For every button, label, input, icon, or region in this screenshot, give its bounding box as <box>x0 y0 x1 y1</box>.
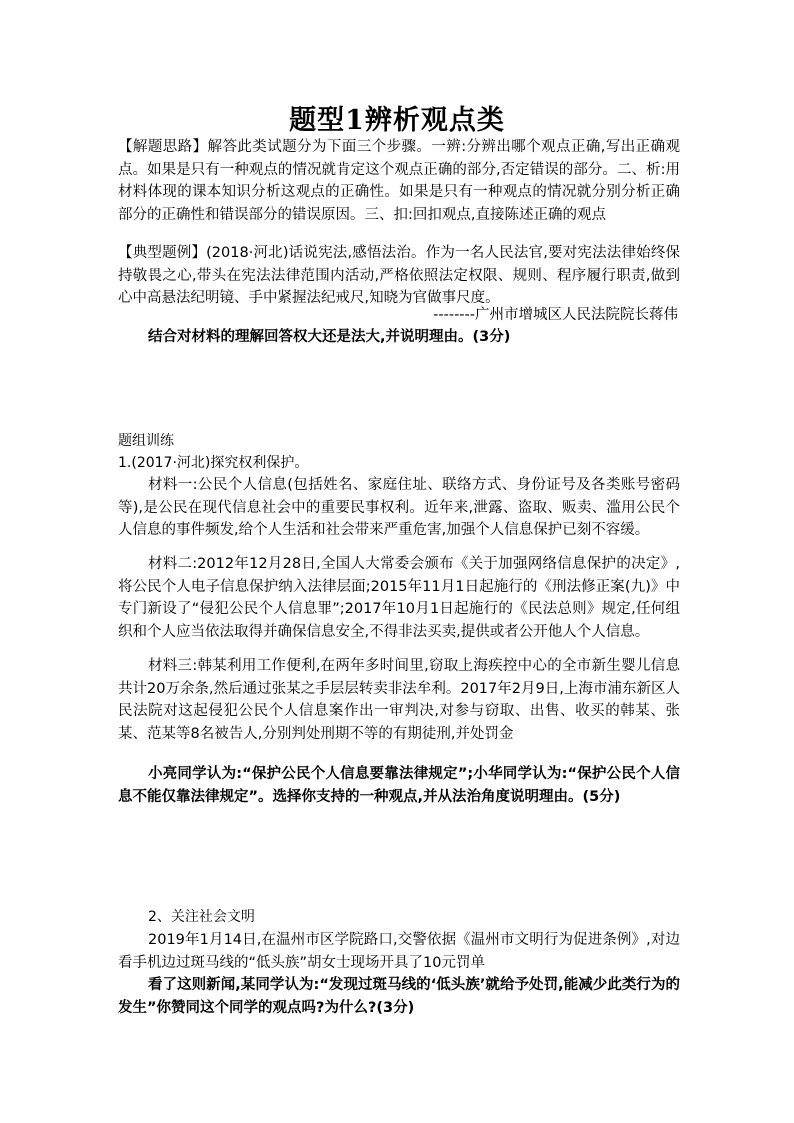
q1-title: 1.(2017·河北)探究权利保护。 <box>118 455 309 471</box>
example-paragraph <box>118 242 680 310</box>
example-label: 【典型题例】 <box>118 245 207 261</box>
example-text: (2018·河北)话说宪法,感悟法治。作为一名人民法官,要对宪法法律始终保持敬畏之心,带头在宪法法律范围内活动,严格依照法定权限、规则、程序履行职责,做到心中高悬法纪明镜、手中紧握法纪戒尺,知晓为官做事尺度。 <box>118 245 681 307</box>
tips-paragraph <box>118 136 680 226</box>
q1-material-2: 材料二:2012年12月28日,全国人大常委会颁布《关于加强网络信息保护的决定》,将公民个人电子信息保护纳入法律层面;2015年11月1日起施行的《刑法修正案(九)》中专门新设了“侵犯公民个人信息罪”;2017年10月1日起施行的《民法总则》规定,任何组织和个人应当依法取得并确保信息安全,不得非法买卖,提供或者公开他人个人信息。 <box>118 556 680 640</box>
example-source: --------广州市增城区人民法院院长蒋伟 <box>433 307 678 323</box>
q2-question: 看了这则新闻,某同学认为:“发现过斑马线的‘低头族’就给予处罚,能减少此类行为的发生”你赞同这个同学的观点吗?为什么?(3分) <box>118 977 680 1016</box>
q1-material-3: 材料三:韩某利用工作便利,在两年多时间里,窃取上海疾控中心的全市新生婴儿信息共计20万余条,然后通过张某之手层层转卖非法牟利。2017年2月9日,上海市浦东新区人民法院对这起侵犯公民个人信息案作出一审判决,对参与窃取、出售、收买的韩某、张某、范某等8名被告人,分别判处刑期不等的有期徒刑,并处罚金 <box>118 658 680 742</box>
q1-material-1: 材料一:公民个人信息(包括姓名、家庭住址、联络方式、身份证号及各类账号密码等),是公民在现代信息社会中的重要民事权利。近年来,泄露、盗取、贩卖、滥用公民个人信息的事件频发,给个人生活和社会带来严重危害,加强个人信息保护已刻不容缓。 <box>118 477 680 539</box>
q2-title: 2、关注社会文明 <box>148 909 255 925</box>
tips-label: 【解题思路】 <box>118 139 208 155</box>
example-question: 结合对材料的理解回答权大还是法大,并说明理由。(3分) <box>148 329 511 345</box>
tips-text: 解答此类试题分为下面三个步骤。一辨:分辨出哪个观点正确,写出正确观点。如果是只有一种观点的情况就肯定这个观点正确的部分,否定错误的部分。二、析:用材料体现的课本知识分析这观点的正确性。如果是只有一种观点的情况就分别分析正确部分的正确性和错误部分的错误原因。三、扣:回扣观点,直接陈述正确的观点 <box>118 139 680 223</box>
page-title: 题型1辨析观点类 <box>289 105 505 136</box>
q1-question: 小亮同学认为:“保护公民个人信息要靠法律规定”;小华同学认为:“保护公民个人信息不能仅靠法律规定”。选择你支持的一种观点,并从法治角度说明理由。(5分) <box>118 766 680 805</box>
training-heading: 题组训练 <box>118 433 174 449</box>
q2-material: 2019年1月14日,在温州市区学院路口,交警依据《温州市文明行为促进条例》,对边看手机边过斑马线的“低头族”胡女士现场开具了10元罚单 <box>118 932 680 971</box>
